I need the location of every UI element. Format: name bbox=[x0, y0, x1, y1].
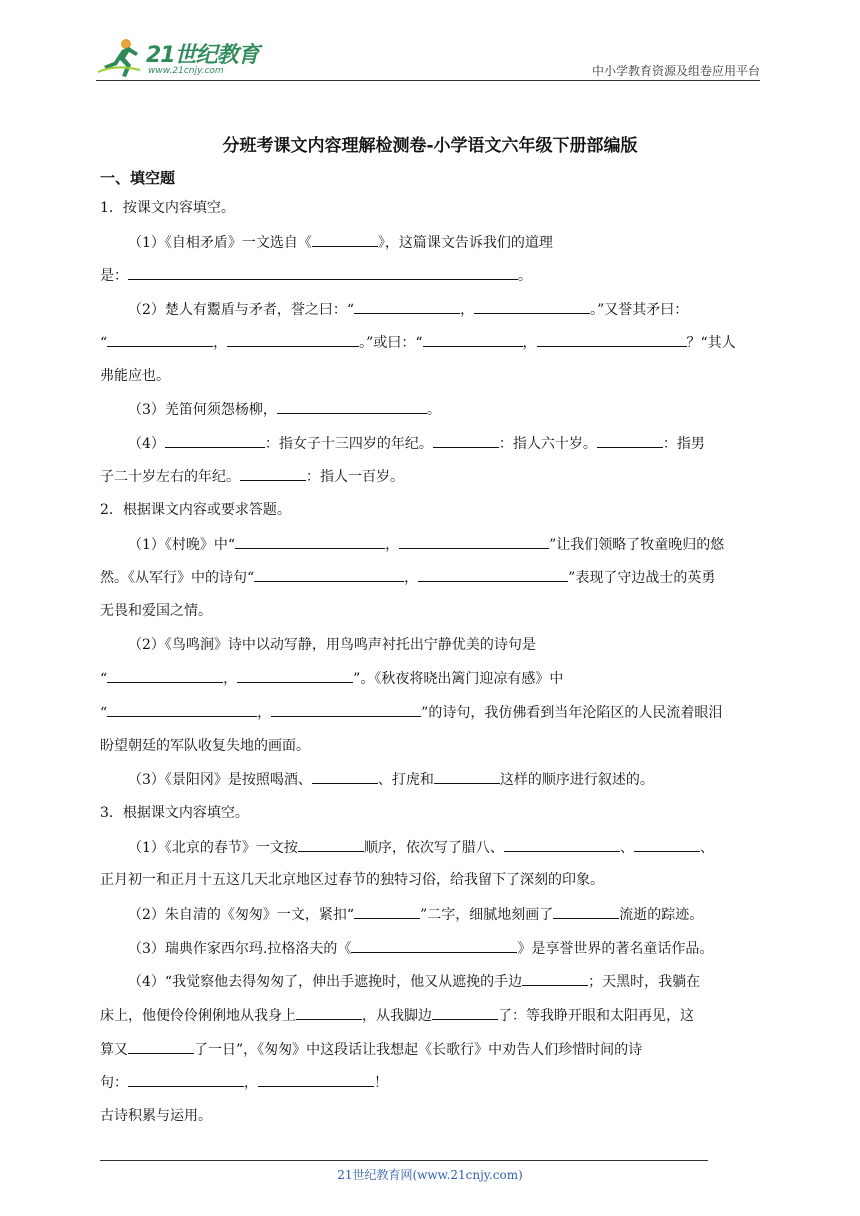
answer-blank[interactable] bbox=[634, 837, 700, 852]
q3-item-4-line-3: 算又 了一日”，《匆匆》中这段话让我想起《长歌行》中劝告人们珍惜时间的诗 bbox=[100, 1039, 760, 1060]
q2-item-2-line-2: “ ， ”。《秋夜将晓出篱门迎凉有感》中 bbox=[100, 668, 760, 689]
runner-logo-icon bbox=[96, 36, 146, 80]
q1-item-2-line-3: 弗能应也。 bbox=[100, 368, 170, 384]
answer-blank[interactable] bbox=[418, 567, 568, 582]
logo-url: www.21cnjy.com bbox=[148, 66, 224, 76]
answer-blank[interactable] bbox=[271, 702, 421, 717]
q2-item-2-line-3: “ ， ”的诗句，我仿佛看到当年沦陷区的人民流着眼泪 bbox=[100, 702, 760, 723]
answer-blank[interactable] bbox=[537, 332, 687, 347]
q1-item-3: （3）羌笛何须怨杨柳， 。 bbox=[128, 399, 760, 420]
q3-item-1-line-1: （1）《北京的春节》一文按 顺序，依次写了腊八、 、 、 bbox=[128, 837, 760, 858]
answer-blank[interactable] bbox=[504, 837, 620, 852]
answer-blank[interactable] bbox=[128, 265, 518, 280]
answer-blank[interactable] bbox=[423, 332, 523, 347]
answer-blank[interactable] bbox=[107, 668, 223, 683]
question-3-stem: 3．根据课文内容填空。 bbox=[100, 805, 249, 821]
answer-blank[interactable] bbox=[254, 567, 404, 582]
question-2-stem: 2．根据课文内容或要求答题。 bbox=[100, 502, 291, 518]
answer-blank[interactable] bbox=[235, 534, 385, 549]
answer-blank[interactable] bbox=[354, 299, 460, 314]
q3-item-2: （2）朱自清的《匆匆》一文，紧扣“ ”二字，细腻地刻画了 流逝的踪迹。 bbox=[128, 904, 760, 925]
answer-blank[interactable] bbox=[522, 971, 588, 986]
q2-item-2-line-4: 盼望朝廷的军队收复失地的画面。 bbox=[100, 738, 310, 754]
answer-blank[interactable] bbox=[433, 433, 499, 448]
q2-item-2-line-1: （2）《鸟鸣涧》诗中以动写静，用鸟鸣声衬托出宁静优美的诗句是 bbox=[128, 637, 536, 653]
answer-blank[interactable] bbox=[227, 332, 359, 347]
q1-item-4-line-1: （4） ：指女子十三四岁的年纪。 ：指人六十岁。 ：指男 bbox=[128, 433, 760, 454]
answer-blank[interactable] bbox=[474, 299, 590, 314]
answer-blank[interactable] bbox=[354, 904, 420, 919]
q3-item-1-line-2: 正月初一和正月十五这几天北京地区过春节的独特习俗，给我留下了深刻的印象。 bbox=[100, 872, 604, 888]
answer-blank[interactable] bbox=[277, 399, 427, 414]
answer-blank[interactable] bbox=[237, 668, 353, 683]
answer-blank[interactable] bbox=[128, 1039, 194, 1054]
answer-blank[interactable] bbox=[351, 938, 517, 953]
page-header bbox=[96, 32, 760, 82]
page-title: 分班考课文内容理解检测卷-小学语文六年级下册部编版 bbox=[222, 136, 638, 156]
section-tail-text: 古诗积累与运用。 bbox=[100, 1108, 212, 1124]
logo bbox=[96, 36, 266, 80]
section-heading: 一、填空题 bbox=[100, 169, 176, 187]
q1-item-1-line-2: 是： 。 bbox=[100, 265, 760, 286]
q3-item-4-line-1: （4）“我觉察他去得匆匆了，伸出手遮挽时，他又从遮挽的手边 ；天黑时，我躺在 bbox=[128, 971, 760, 992]
answer-blank[interactable] bbox=[107, 702, 257, 717]
answer-blank[interactable] bbox=[432, 1005, 498, 1020]
answer-blank[interactable] bbox=[597, 433, 663, 448]
question-1-stem: 1．按课文内容填空。 bbox=[100, 200, 235, 216]
answer-blank[interactable] bbox=[298, 837, 364, 852]
answer-blank[interactable] bbox=[258, 1072, 374, 1087]
q3-item-4-line-4: 句： ， ！ bbox=[100, 1072, 760, 1093]
q3-item-4-line-2: 床上，他便伶伶俐俐地从我身上 ，从我脚边 了：等我睁开眼和太阳再见，这 bbox=[100, 1005, 760, 1026]
answer-blank[interactable] bbox=[312, 769, 378, 784]
answer-blank[interactable] bbox=[296, 1005, 362, 1020]
answer-blank[interactable] bbox=[434, 769, 500, 784]
answer-blank[interactable] bbox=[107, 332, 213, 347]
answer-blank[interactable] bbox=[240, 466, 306, 481]
answer-blank[interactable] bbox=[165, 433, 265, 448]
q1-item-4-line-2: 子二十岁左右的年纪。 ：指人一百岁。 bbox=[100, 466, 760, 487]
answer-blank[interactable] bbox=[128, 1072, 244, 1087]
q1-item-2-line-1: （2）楚人有鬻盾与矛者，誉之曰：“ ， 。”又誉其矛曰： bbox=[128, 299, 760, 320]
q3-item-3: （3）瑞典作家西尔玛.拉格洛夫的《 》是享誉世界的著名童话作品。 bbox=[128, 938, 760, 959]
footer-text[interactable]: 21世纪教育网(www.21cnjy.com) bbox=[337, 1168, 523, 1182]
logo-text: 21世纪教育 bbox=[146, 43, 259, 68]
header-divider bbox=[96, 80, 760, 81]
footer-divider bbox=[100, 1160, 708, 1161]
q2-item-3: （3）《景阳冈》是按照喝酒、 、打虎和 这样的顺序进行叙述的。 bbox=[128, 769, 760, 790]
q1-item-2-line-2: “ ， 。”或曰：“ ， ？“其人 bbox=[100, 332, 760, 353]
q2-item-1-line-3: 无畏和爱国之情。 bbox=[100, 603, 212, 619]
q2-item-1-line-1: （1）《村晚》中“ ， ”让我们领略了牧童晚归的悠 bbox=[128, 534, 760, 555]
q1-item-1-line-1: （1）《自相矛盾》一文选自《 》，这篇课文告诉我们的道理 bbox=[128, 232, 760, 253]
answer-blank[interactable] bbox=[312, 232, 378, 247]
q2-item-1-line-2: 然。《从军行》中的诗句“ ， ”表现了守边战士的英勇 bbox=[100, 567, 760, 588]
platform-name: 中小学教育资源及组卷应用平台 bbox=[591, 64, 760, 78]
answer-blank[interactable] bbox=[553, 904, 619, 919]
answer-blank[interactable] bbox=[399, 534, 549, 549]
